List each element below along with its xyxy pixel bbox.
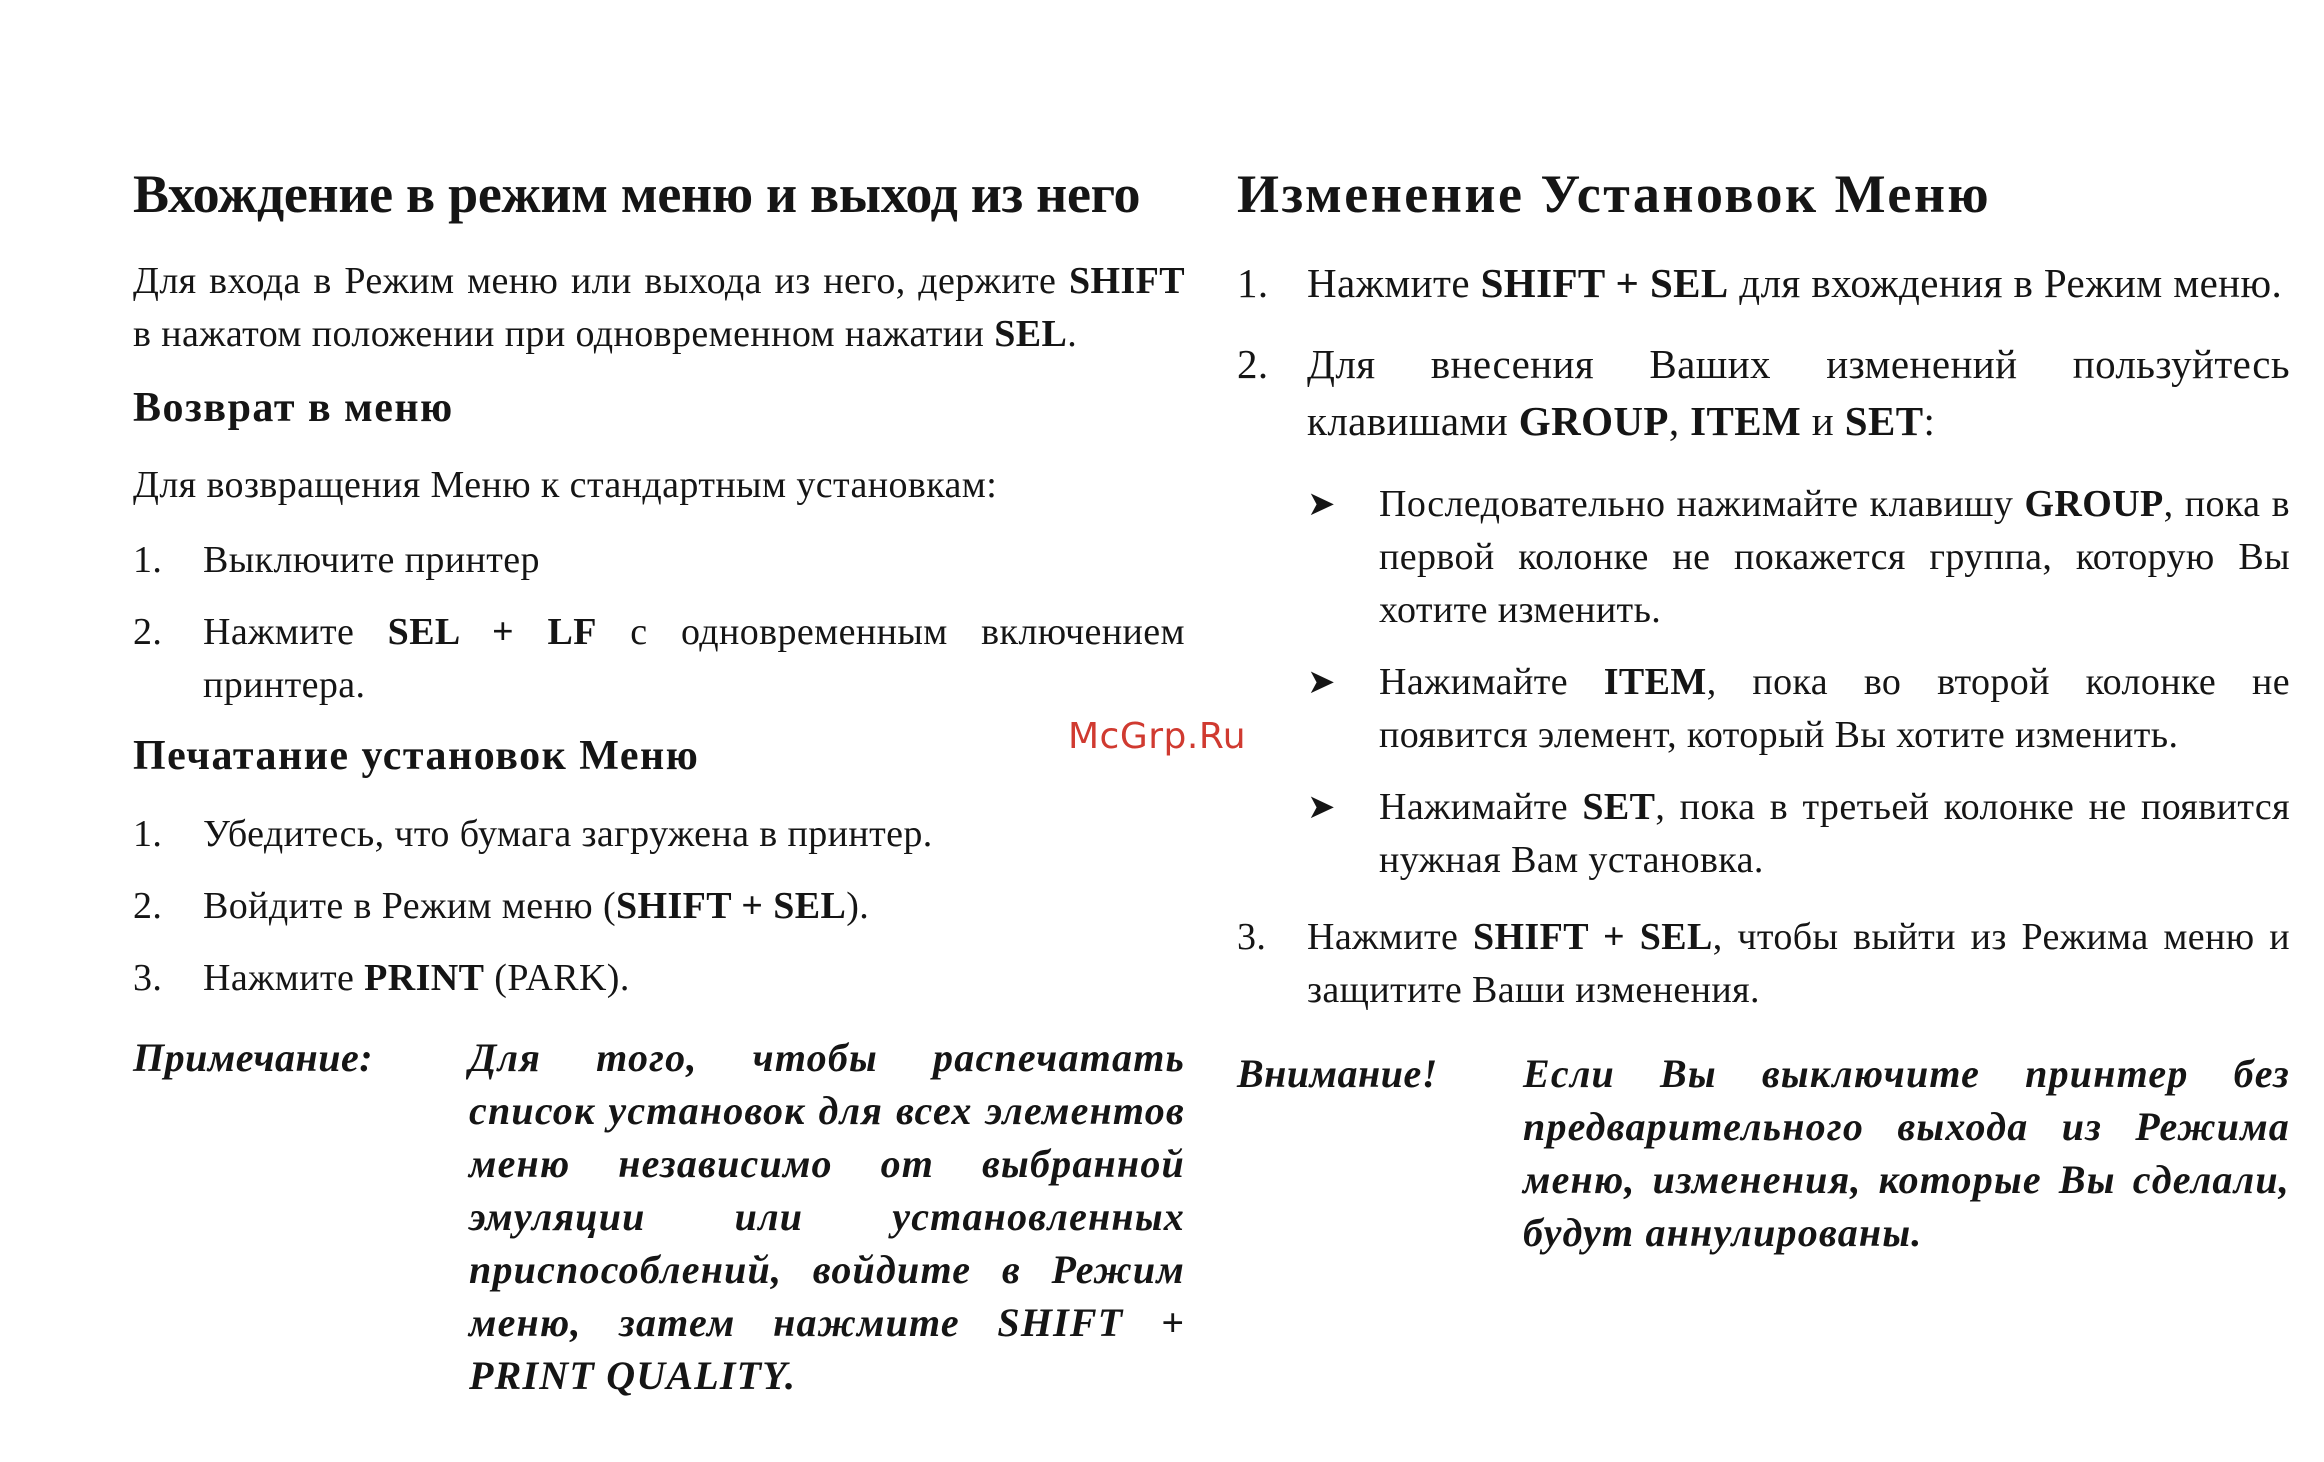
key-bullets	[1307, 478, 2290, 887]
list-item: 1. Убедитесь, что бумага загружена в принтер.	[133, 812, 933, 855]
warning-block	[1237, 1047, 2290, 1259]
change-settings-heading: Изменение Установок Меню	[1237, 164, 1992, 224]
menu-mode-heading: Вхождение в режим меню и выход из него	[133, 164, 1141, 224]
warning-text: Если Вы выключите принтер без предварительного выхода из Режима меню, изменения, которые Вы сделали, будут аннулированы.	[1523, 1050, 2290, 1255]
intro-paragraph: Для входа в Режим меню или выхода из него, держите SHIFT в нажатом положении при одновременном нажатии SEL.	[133, 259, 1185, 355]
note-block	[133, 1031, 1185, 1402]
list-item: ➤ Нажимайте ITEM, пока во второй колонке не появится элемент, который Вы хотите изменить.	[1307, 656, 2290, 762]
list-item: 3. Нажмите PRINT (PARK).	[133, 956, 630, 999]
list-item: 1. Нажмите SHIFT + SEL для вхождения в Режим меню.	[1237, 259, 2283, 306]
list-item: ➤ Последовательно нажимайте клавишу GROUP, пока в первой колонке не покажется группа, которую Вы хотите изменить.	[1307, 478, 2290, 637]
list-item: 1. Выключите принтер	[133, 539, 540, 582]
note-label: Примечание:	[133, 1034, 374, 1080]
list-item: 2. Войдите в Режим меню (SHIFT + SEL).	[133, 884, 870, 927]
warning-label: Внимание!	[1237, 1050, 1438, 1096]
return-heading: Возврат в меню	[133, 384, 454, 431]
change-steps	[1237, 255, 2290, 1017]
print-steps	[133, 808, 1185, 1005]
note-text: Для того, чтобы распечатать список установок для всех элементов меню независимо от выбранной эмуляции или установленных приспособлений, войдите в Режим меню, затем нажмите SHIFT + PRINT QUALITY.	[469, 1034, 1185, 1398]
print-settings-heading: Печатание установок Меню	[133, 733, 700, 780]
list-item: 2. Для внесения Ваших изменений пользуйтесь клавишами GROUP, ITEM и SET: ➤ Последовательно нажимайте клавишу GROUP, пока в первой колонке не покажется группа, которую Вы хотите изменить. ➤ Нажимайте ITEM, пока во второй колонке не появится элемент, который Вы хотите изменить. ➤ Нажимайте SET, пока в третьей колонке не появится нужная Вам установка.	[1237, 336, 2290, 887]
return-paragraph: Для возвращения Меню к стандартным установкам:	[133, 464, 998, 507]
arrow-icon: ➤	[1307, 786, 1336, 827]
arrow-icon: ➤	[1307, 661, 1336, 702]
list-item: ➤ Нажимайте SET, пока в третьей колонке не появится нужная Вам установка.	[1307, 781, 2290, 887]
left-column	[133, 162, 1185, 1402]
watermark: McGrp.Ru	[1068, 716, 1247, 757]
list-item: 3. Нажмите SHIFT + SEL, чтобы выйти из Режима меню и защитите Ваши изменения.	[1237, 915, 2291, 1011]
arrow-icon: ➤	[1307, 483, 1336, 524]
return-steps	[133, 534, 1185, 712]
right-column	[1237, 162, 2290, 1259]
list-item: 2. Нажмите SEL + LF с одновременным включением принтера.	[133, 611, 1185, 707]
